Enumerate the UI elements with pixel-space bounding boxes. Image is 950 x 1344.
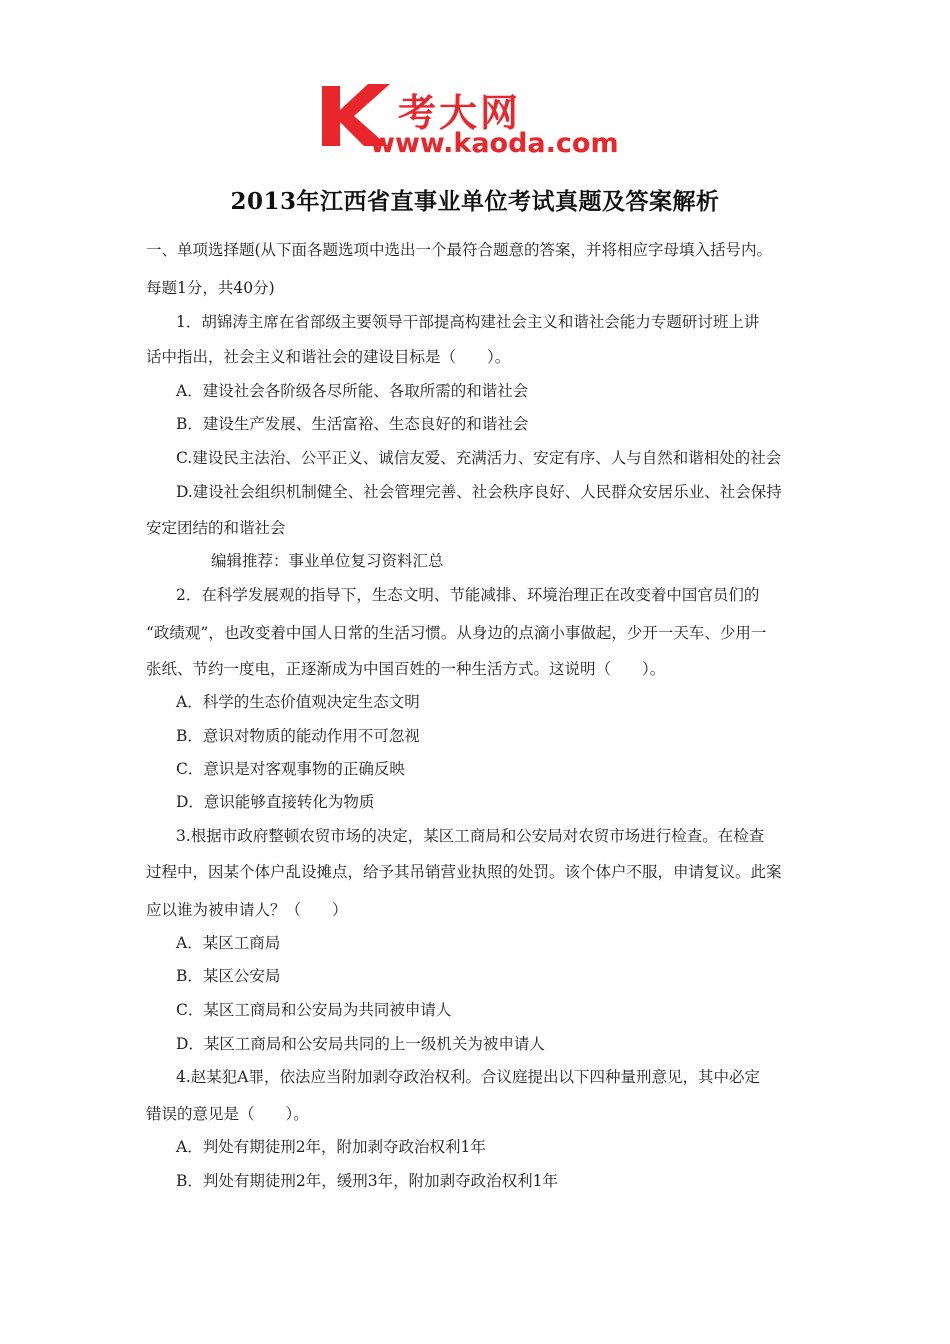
question-text-line: 过程中，因某个体户乱设摊点，给予其吊销营业执照的处罚。该个体户不服，申请复议。此案 — [146, 863, 782, 881]
question-text-line: 应以谁为被申请人？（ ） — [146, 901, 348, 919]
option-line: A．建设社会各阶级各尽所能、各取所需的和谐社会 — [176, 382, 529, 400]
option-line: C．意识是对客观事物的正确反映 — [176, 760, 405, 778]
option-line: B．意识对物质的能动作用不可忽视 — [176, 727, 420, 745]
logo-url-text: www.kaoda.com — [370, 128, 619, 159]
option-line: B．建设生产发展、生活富裕、生态良好的和谐社会 — [176, 415, 529, 433]
option-line: B．判处有期徒刑2年，缓刑3年，附加剥夺政治权利1年 — [176, 1172, 558, 1190]
question-text-line: 话中指出，社会主义和谐社会的建设目标是（ ）。 — [146, 348, 511, 366]
option-line: C．某区工商局和公安局为共同被申请人 — [176, 1001, 452, 1019]
question-text-line: 3.根据市政府整顿农贸市场的决定，某区工商局和公安局对农贸市场进行检查。在检查 — [176, 827, 765, 845]
option-line: A．判处有期徒刑2年，附加剥夺政治权利1年 — [176, 1138, 486, 1156]
option-line: 安定团结的和谐社会 — [146, 519, 286, 537]
question-text-line: 错误的意见是（ ）。 — [146, 1105, 309, 1123]
question-text-line: 2．在科学发展观的指导下，生态文明、节能减排、环境治理正在改变着中国官员们的 — [176, 586, 760, 604]
option-line: D.建设社会组织机制健全、社会管理完善、社会秩序良好、人民群众安居乐业、社会保持 — [176, 483, 782, 501]
option-line: D．意识能够直接转化为物质 — [176, 793, 375, 811]
question-text-line: 张纸、节约一度电，正逐渐成为中国百姓的一种生活方式。这说明（ ）。 — [146, 660, 666, 678]
option-line: C.建设民主法治、公平正义、诚信友爱、充满活力、安定有序、人与自然和谐相处的社会 — [176, 449, 782, 467]
question-text-line: “政绩观”，也改变着中国人日常的生活习惯。从身边的点滴小事做起，少开一天车、少用一 — [146, 624, 767, 642]
section-heading-line: 一、单项选择题(从下面各题选项中选出一个最符合题意的答案，并将相应字母填入括号内。 — [146, 241, 773, 259]
logo-chinese-text: 考大网 — [398, 91, 522, 135]
option-line: D．某区工商局和公安局共同的上一级机关为被申请人 — [176, 1035, 545, 1053]
question-text-line: 4.赵某犯A罪，依法应当附加剥夺政治权利。合议庭提出以下四种量刑意见，其中必定 — [176, 1068, 760, 1086]
section-heading-line: 每题1分，共40分) — [146, 279, 275, 297]
question-text-line: 1．胡锦涛主席在省部级主要领导干部提高构建社会主义和谐社会能力专题研讨班上讲 — [176, 313, 760, 331]
editor-recommendation-link[interactable]: 编辑推荐：事业单位复习资料汇总 — [211, 552, 444, 570]
option-line: A．某区工商局 — [176, 934, 281, 952]
document-title: 2013年江西省直事业单位考试真题及答案解析 — [230, 188, 720, 215]
option-line: B．某区公安局 — [176, 967, 281, 985]
option-line: A．科学的生态价值观决定生态文明 — [176, 693, 420, 711]
kaoda-logo — [318, 80, 640, 160]
